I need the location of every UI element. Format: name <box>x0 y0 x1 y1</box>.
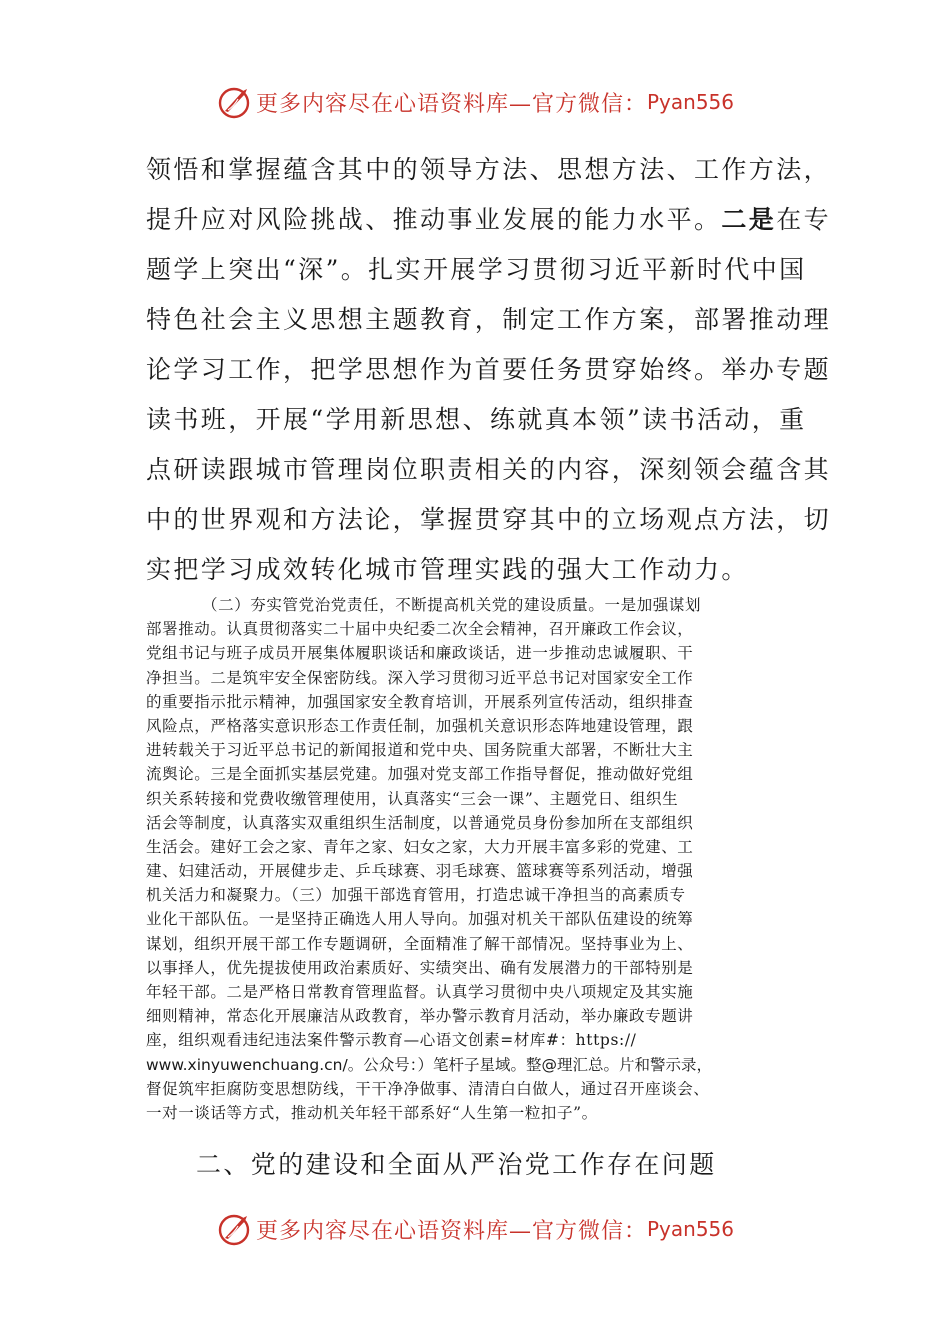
small-line: 一对一谈话等方式，推动机关年轻干部系好“人生第一粒扣子”。 <box>146 1103 598 1122</box>
body-line-7: 点研读跟城市管理岗位职责相关的内容，深刻领会蕴含其 <box>146 455 832 484</box>
small-line: 业化干部队伍。一是坚持正确选人用人导向。加强对机关干部队伍建设的统筹 <box>146 910 694 929</box>
small-line: 谋划，组织开展干部工作专题调研，全面精准了解干部情况。坚持事业为上、 <box>146 934 694 953</box>
banner-wechat-id: Pyan556 <box>647 90 735 114</box>
small-line: 机关活力和凝聚力。（三）加强干部选育管用，打造忠诚干净担当的高素质专 <box>146 886 686 905</box>
banner-text: 更多内容尽在心语资料库—官方微信： <box>255 1218 647 1244</box>
small-line-url: www.xinyuwenchuang.cn/。公众号：）笔杆子星域。整@理汇总。片和警示录， <box>146 1055 712 1074</box>
body-line-1: 领悟和掌握蕴含其中的领导方法、思想方法、工作方法， <box>146 155 832 184</box>
footer-watermark <box>0 1207 950 1251</box>
body-line-6: 读书班，开展“学用新思想、练就真本领”读书活动，重 <box>146 405 807 434</box>
small-line: 流舆论。三是全面抓实基层党建。加强对党支部工作指导督促，推动做好党组 <box>146 765 694 784</box>
small-line: 的重要指示批示精神，加强国家安全教育培训，开展系列宣传活动，组织排查 <box>146 692 694 711</box>
small-line: 党组书记与班子成员开展集体履职谈话和廉政谈话，进一步推动忠诚履职、干 <box>146 644 694 663</box>
quill-logo-icon <box>216 84 252 120</box>
small-line: 年轻干部。二是严格日常教育管理监督。认真学习贯彻中央八项规定及其实施 <box>146 983 694 1001</box>
banner-wechat-id: Pyan556 <box>647 1217 735 1241</box>
small-paragraph <box>146 593 811 1125</box>
small-line: 活会等制度，认真落实双重组织生活制度，以普通党员身份参加所在支部组织 <box>146 813 694 832</box>
small-line: 建、妇建活动，开展健步走、乒乓球赛、羽毛球赛、篮球赛等系列活动，增强 <box>146 862 694 881</box>
quill-logo-icon <box>216 1211 252 1247</box>
small-line: 督促筑牢拒腐防变思想防线，干干净净做事、清清白白做人，通过召开座谈会、 <box>146 1079 710 1098</box>
small-line: 生活会。建好工会之家、青年之家、妇女之家，大力开展丰富多彩的党建、工 <box>146 837 694 856</box>
small-line: （二）夯实管党治党责任，不断提高机关党的建设质量。一是加强谋划 <box>202 596 702 614</box>
banner-text: 更多内容尽在心语资料库—官方微信： <box>255 91 647 117</box>
body-line-8: 中的世界观和方法论，掌握贯穿其中的立场观点方法，切 <box>146 505 832 534</box>
bold-lead: 二是 <box>721 205 777 234</box>
body-line-2: 提升应对风险挑战、推动事业发展的能力水平。二是在专 <box>146 205 832 234</box>
body-line-9: 实把学习成效转化城市管理实践的强大工作动力。 <box>146 555 749 584</box>
small-line: 细则精神，常态化开展廉洁从政教育，举办警示教育月活动，举办廉政专题讲 <box>146 1007 694 1026</box>
small-line: 以事择人，优先提拔使用政治素质好、实绩突出、确有发展潜力的干部特别是 <box>146 958 694 977</box>
small-line: 座，组织观看违纪违法案件警示教育—心语文创素=材库#：https:// <box>146 1031 637 1050</box>
small-line: 进转载关于习近平总书记的新闻报道和党中央、国务院重大部署，不断壮大主 <box>146 741 694 760</box>
small-line: 净担当。二是筑牢安全保密防线。深入学习贯彻习近平总书记对国家安全工作 <box>146 668 694 687</box>
small-line: 织关系转接和党费收缴管理使用，认真落实“三会一课”、主题党日、组织生 <box>146 789 679 808</box>
body-line-3: 题学上突出“深”。扎实开展学习贯彻习近平新时代中国 <box>146 255 807 284</box>
body-line-4: 特色社会主义思想主题教育，制定工作方案，部署推动理 <box>146 305 832 334</box>
small-line: 风险点，严格落实意识形态工作责任制，加强机关意识形态阵地建设管理，跟 <box>146 716 694 735</box>
section-heading: 二、党的建设和全面从严治党工作存在问题 <box>196 1150 717 1179</box>
small-line: 部署推动。认真贯彻落实二十届中央纪委二次全会精神，召开廉政工作会议， <box>146 620 694 639</box>
body-line-5: 论学习工作，把学思想作为首要任务贯穿始终。举办专题 <box>146 355 832 384</box>
header-watermark <box>0 80 950 124</box>
